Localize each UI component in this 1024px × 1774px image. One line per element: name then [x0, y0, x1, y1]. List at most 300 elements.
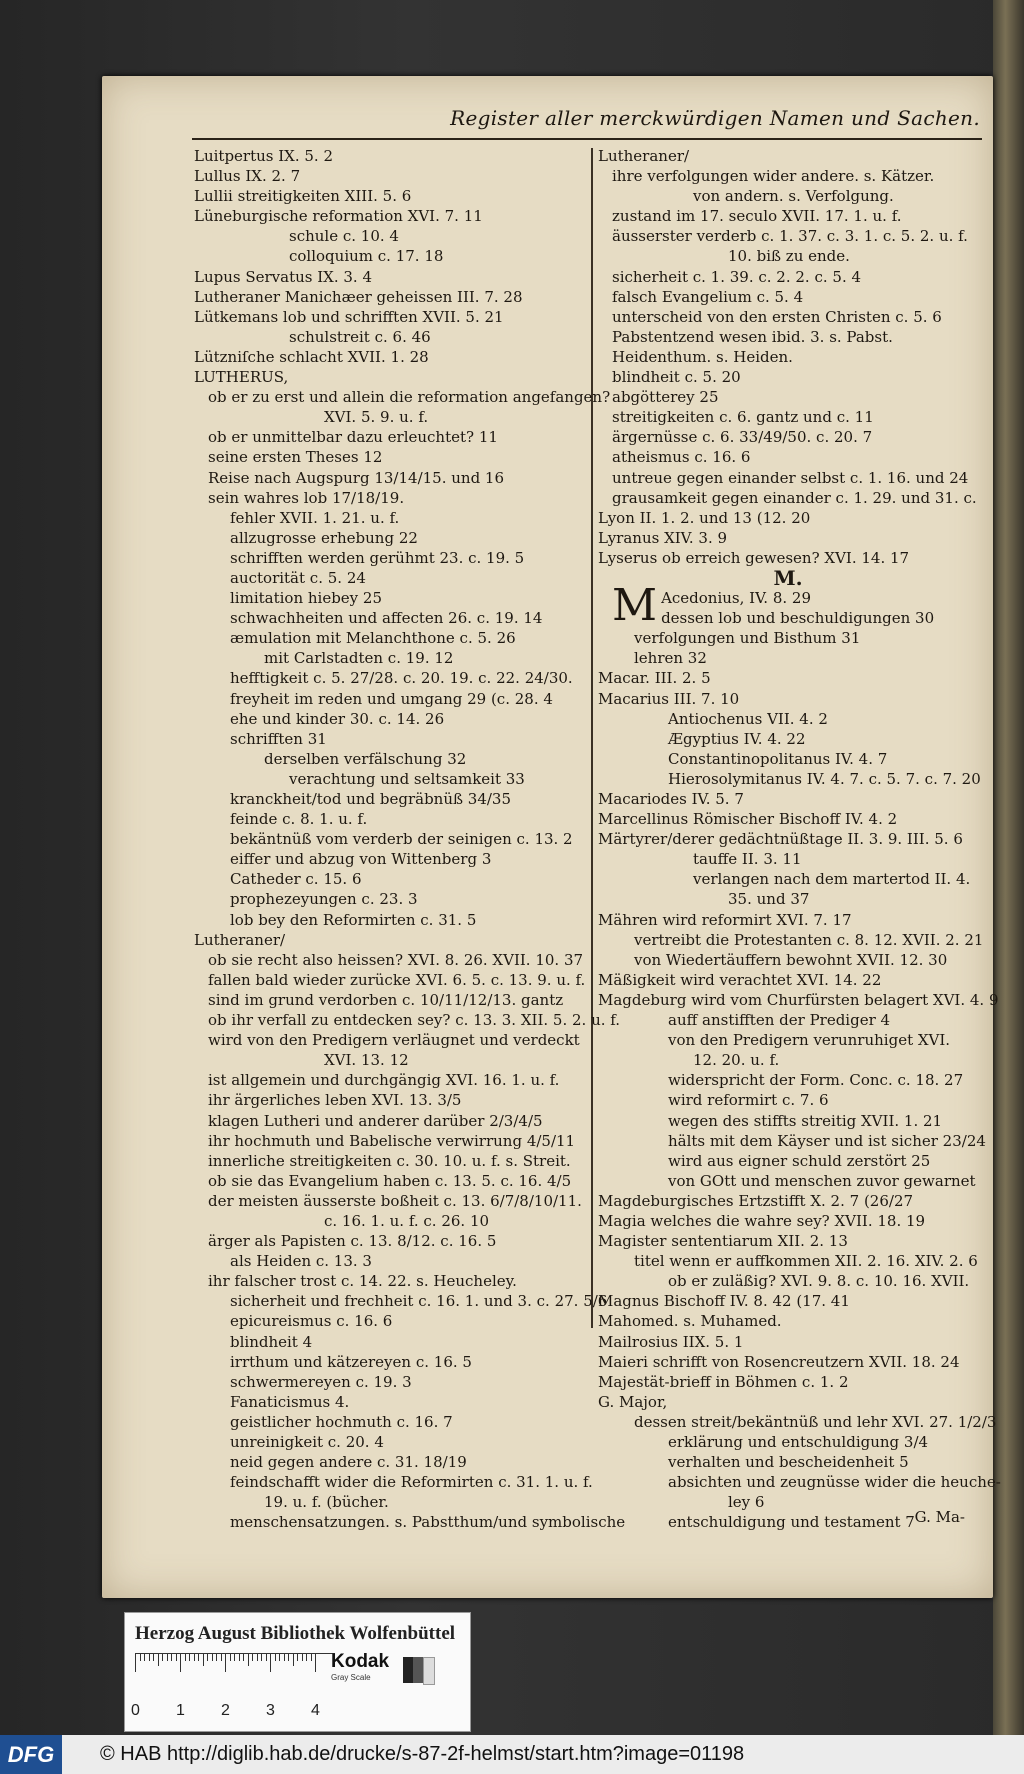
ruler-tick	[158, 1654, 159, 1666]
index-entry	[598, 1372, 978, 1392]
index-entry	[598, 548, 978, 568]
index-entry	[598, 468, 978, 488]
index-entry	[598, 347, 978, 367]
index-entry-text: XVI. 13. 12	[324, 1051, 409, 1070]
index-entry	[598, 246, 978, 266]
index-entry-text: absichten und zeugnüsse wider die heuche-	[668, 1473, 1001, 1492]
index-entry	[194, 889, 589, 909]
book-page	[102, 76, 1001, 1598]
index-entry-text: erklärung und entschuldigung 3/4	[668, 1433, 929, 1451]
color-calibration-card	[124, 1612, 471, 1732]
index-entry	[194, 689, 589, 709]
ruler-tick	[189, 1654, 190, 1661]
index-entry	[194, 829, 589, 849]
index-entry-text: seine ersten Theses 12	[208, 448, 383, 467]
index-entry	[194, 1452, 589, 1472]
index-entry-text: ob er zu erst und allein die reformation angefangen?	[208, 388, 611, 407]
index-entry-text: Maieri schrifft von Rosencreutzern XVII. 18. 24	[598, 1352, 960, 1371]
index-entry-text: sicherheit c. 1. 39. c. 2. 2. c. 5. 4	[612, 267, 862, 286]
index-entry-text: Lützniſche schlacht XVII. 1. 28	[194, 347, 429, 366]
index-entry-text: Majestät-brieff in Böhmen c. 1. 2	[598, 1372, 849, 1391]
kodak-brand: Kodak	[331, 1651, 390, 1672]
index-entry-text: ihr falscher trost c. 14. 22. s. Heucheley.	[208, 1272, 517, 1291]
index-entry	[194, 1090, 589, 1110]
index-entry-text: schrifften 31	[230, 729, 327, 748]
ruler-number: 1	[176, 1702, 185, 1719]
index-entry	[598, 648, 978, 668]
index-entry	[598, 1472, 1001, 1492]
index-entry	[598, 1231, 978, 1251]
index-entry	[194, 246, 589, 266]
index-entry-text: blindheit c. 5. 20	[612, 368, 741, 387]
index-entry-text: LUTHERUS,	[194, 368, 289, 387]
index-entry	[194, 1311, 589, 1331]
ruler-number: 0	[131, 1702, 140, 1719]
index-entry-text: verhalten und bescheidenheit 5	[668, 1453, 909, 1472]
index-entry	[598, 166, 978, 186]
index-entry-text: ihr hochmuth und Babelische verwirrung 4/5/11	[208, 1131, 576, 1150]
index-entry-text: 19. u. f. (bücher.	[264, 1493, 389, 1512]
ruler-tick	[185, 1654, 186, 1661]
index-entry-text: geistlicher hochmuth c. 16. 7	[230, 1412, 453, 1431]
index-entry-text: colloquium c. 17. 18	[289, 247, 444, 266]
index-entry-text: tauffe II. 3. 11	[693, 850, 802, 869]
index-entry-text: Lütkemans lob und schrifften XVII. 5. 21	[194, 307, 504, 326]
index-entry-text: Lüneburgische reformation XVI. 7. 11	[194, 207, 483, 226]
index-entry-text: Antiochenus VII. 4. 2	[668, 709, 828, 728]
index-entry-text: unreinigkeit c. 20. 4	[230, 1433, 384, 1451]
kodak-subtitle: Gray Scale	[331, 1673, 371, 1682]
index-entry	[598, 1271, 978, 1291]
index-entry-text: Ægyptius IV. 4. 22	[668, 729, 806, 748]
index-entry-text: vertreibt die Protestanten c. 8. 12. XVII. 2. 21	[634, 930, 984, 949]
index-entry	[194, 1512, 626, 1532]
index-entry	[598, 729, 978, 749]
index-entry	[194, 709, 589, 729]
source-credit-link[interactable]: © HAB http://diglib.hab.de/drucke/s-87-2f-helmst/start.htm?image=01198	[100, 1743, 745, 1765]
ruler-tick	[270, 1654, 271, 1672]
ruler-tick	[311, 1654, 312, 1661]
ruler-scale	[131, 1653, 335, 1719]
index-entry	[598, 889, 978, 909]
running-header: Register aller merckwürdigen Namen und Sachen.	[450, 106, 980, 130]
gray-swatch-light	[423, 1657, 435, 1685]
index-entry-text: Mahomed. s. Muhamed.	[598, 1312, 782, 1331]
index-entry-text: Constantinopolitanus IV. 4. 7	[668, 749, 888, 768]
ruler-tick	[284, 1654, 285, 1661]
index-entry	[194, 1492, 589, 1512]
index-entry-text: Magister sententiarum XII. 2. 13	[598, 1232, 848, 1251]
index-entry-text: ob er unmittelbar dazu erleuchtet? 11	[208, 428, 498, 447]
index-entry	[194, 809, 589, 829]
index-entry	[194, 528, 589, 548]
index-entry-text: feindschafft wider die Reformirten c. 31. 1. u. f.	[230, 1473, 593, 1492]
index-entry-text: wird reformirt c. 7. 6	[668, 1091, 829, 1110]
ruler-number: 4	[311, 1702, 320, 1719]
index-entry	[194, 1372, 589, 1392]
index-entry-text: 12. 20. u. f.	[693, 1051, 780, 1070]
index-entry-text: feinde c. 8. 1. u. f.	[230, 810, 368, 829]
index-entry	[598, 267, 978, 287]
index-entry	[598, 1412, 997, 1432]
index-entry-text: Märtyrer/derer gedächtnüßtage II. 3. 9. III. 5. 6	[598, 830, 963, 849]
index-entry	[194, 990, 589, 1010]
ruler-tick	[207, 1654, 208, 1661]
index-entry-text: von GOtt und menschen zuvor gewarnet	[668, 1171, 976, 1190]
index-entry-text: sein wahres lob 17/18/19.	[208, 488, 405, 507]
index-entry	[598, 1151, 978, 1171]
index-entry-text: innerliche streitigkeiten c. 30. 10. u. f. s. Streit.	[208, 1151, 571, 1170]
index-entry-text: allzugrosse erhebung 22	[230, 528, 418, 547]
index-entry	[194, 970, 589, 990]
index-entry	[194, 1030, 589, 1050]
ruler-tick	[167, 1654, 168, 1661]
index-entry	[598, 407, 978, 427]
index-entry	[194, 347, 589, 367]
index-entry	[194, 267, 589, 287]
index-entry	[194, 1251, 589, 1271]
index-entry-text: ob sie das Evangelium haben c. 13. 5. c. 16. 4/5	[208, 1171, 572, 1190]
index-entry	[598, 1050, 978, 1070]
index-entry-text: Fanaticismus 4.	[230, 1392, 350, 1411]
index-entry-text: æmulation mit Melanchthone c. 5. 26	[230, 629, 516, 648]
index-entry	[598, 869, 978, 889]
index-entry	[598, 1030, 978, 1050]
index-entry-text: sicherheit und frechheit c. 16. 1. und 3. c. 27. 5/6	[230, 1292, 608, 1311]
ruler-tick	[252, 1654, 253, 1661]
index-entry-text: wegen des stiffts streitig XVII. 1. 21	[668, 1111, 943, 1130]
index-entry-text: Lyserus ob erreich gewesen? XVI. 14. 17	[598, 548, 910, 567]
index-entry-text: ist allgemein und durchgängig XVI. 16. 1. u. f.	[208, 1071, 560, 1090]
index-entry-text: streitigkeiten c. 6. gantz und c. 11	[612, 408, 874, 427]
index-entry-text: untreue gegen einander selbst c. 1. 16. und 24	[612, 468, 969, 487]
index-entry	[598, 1352, 978, 1372]
index-entry	[598, 1432, 978, 1452]
index-entry	[194, 508, 589, 528]
ruler-tick	[198, 1654, 199, 1661]
index-entry-text: verachtung und seltsamkeit 33	[289, 769, 525, 788]
institution-name: Herzog August Bibliothek Wolfenbüttel	[135, 1623, 456, 1644]
index-entry-text: irrthum und kätzereyen c. 16. 5	[230, 1352, 472, 1371]
index-entry	[194, 869, 589, 889]
index-entry-text: Macariodes IV. 5. 7	[598, 790, 744, 808]
index-entry	[194, 1352, 589, 1372]
index-entry-text: ob ihr verfall zu entdecken sey? c. 13. 3. XII. 5. 2. u. f.	[208, 1011, 621, 1030]
index-entry	[194, 1191, 589, 1211]
index-entry-text: von den Predigern verunruhiget XVI.	[668, 1031, 951, 1050]
index-entry	[598, 930, 984, 950]
index-entry-text: lehren 32	[634, 649, 707, 668]
viewer-footer	[0, 1735, 1024, 1774]
index-entry	[194, 1412, 589, 1432]
ruler-tick	[243, 1654, 244, 1661]
index-entry-text: falsch Evangelium c. 5. 4	[612, 287, 804, 306]
index-entry	[598, 789, 978, 809]
ruler-tick	[194, 1654, 195, 1661]
index-entry	[194, 387, 611, 407]
index-entry	[194, 488, 589, 508]
index-entry-text: limitation hiebey 25	[230, 589, 383, 608]
index-entry	[598, 226, 978, 246]
index-entry	[194, 769, 589, 789]
index-entry	[194, 367, 589, 387]
index-entry	[194, 1211, 589, 1231]
index-entry	[194, 307, 589, 327]
index-entry-text: ob er zuläßig? XVI. 9. 8. c. 10. 16. XVII.	[668, 1272, 970, 1291]
ruler-tick	[279, 1654, 280, 1661]
ruler-tick	[288, 1654, 289, 1661]
index-entry	[598, 910, 978, 930]
index-entry	[194, 548, 589, 568]
index-entry-text: G. Major,	[598, 1392, 668, 1411]
index-entry-text: Marcellinus Römischer Bischoff IV. 4. 2	[598, 810, 898, 829]
index-entry	[598, 1191, 978, 1211]
index-entry-text: ehe und kinder 30. c. 14. 26	[230, 709, 445, 728]
index-entry	[598, 1010, 978, 1030]
index-entry-text: schulstreit c. 6. 46	[289, 327, 431, 346]
ruler-tick	[140, 1654, 141, 1661]
ruler-tick	[135, 1654, 136, 1672]
index-entry	[194, 628, 589, 648]
index-entry	[598, 1332, 978, 1352]
index-entry-text: abgötterey 25	[612, 388, 719, 407]
index-entry-text: ihr ärgerliches leben XVI. 13. 3/5	[208, 1091, 462, 1110]
index-entry-text: Macar. III. 2. 5	[598, 669, 711, 688]
index-entry	[598, 206, 978, 226]
initial-letter: M	[612, 580, 658, 632]
index-entry	[194, 1392, 589, 1412]
index-entry	[194, 206, 589, 226]
index-entry	[194, 1291, 608, 1311]
ruler-tick	[275, 1654, 276, 1661]
index-entry-text: Magia welches die wahre sey? XVII. 18. 19	[598, 1211, 926, 1230]
index-entry	[194, 789, 589, 809]
index-entry-text: äusserster verderb c. 1. 37. c. 3. 1. c. 5. 2. u. f.	[612, 227, 968, 246]
index-entry-text: verlangen nach dem martertod II. 4.	[693, 870, 971, 889]
index-entry-text: ob sie recht also heissen? XVI. 8. 26. XVII. 10. 37	[208, 950, 584, 969]
index-entry	[194, 849, 589, 869]
index-entry-text: freyheit im reden und umgang 29 (c. 28. 4	[230, 689, 553, 708]
index-entry-text: schwachheiten und affecten 26. c. 19. 14	[230, 609, 543, 628]
index-entry-text: mit Carlstadten c. 19. 12	[264, 649, 454, 668]
index-entry-text: wird von den Predigern verläugnet und verdeckt	[208, 1031, 580, 1050]
index-entry-text: c. 16. 1. u. f. c. 26. 10	[324, 1211, 490, 1230]
index-entry	[598, 1251, 978, 1271]
index-entry	[598, 749, 978, 769]
index-entry-text: lob bey den Reformirten c. 31. 5	[230, 910, 477, 929]
index-entry-text: Acedonius, IV. 8. 29	[661, 589, 811, 608]
ruler-tick	[257, 1654, 258, 1661]
index-entry	[598, 1452, 978, 1472]
index-entry	[194, 729, 589, 749]
index-entry-text: Mäßigkeit wird verachtet XVI. 14. 22	[598, 970, 882, 989]
index-entry	[194, 407, 589, 427]
ruler-tick	[171, 1654, 172, 1661]
index-entry	[194, 930, 589, 950]
index-entry	[598, 950, 978, 970]
ruler-number: 2	[221, 1702, 230, 1719]
index-entry-text: Lutheraner/	[598, 147, 690, 165]
index-entry	[598, 709, 978, 729]
index-entry-text: grausamkeit gegen einander c. 1. 29. und 31. c.	[612, 488, 977, 507]
ruler-tick	[180, 1654, 181, 1672]
index-entry-text: ley 6	[728, 1493, 765, 1512]
index-entry	[598, 1392, 978, 1412]
index-entry-text: auctorität c. 5. 24	[230, 568, 366, 587]
index-entry-text: schule c. 10. 4	[289, 227, 399, 246]
index-entry	[194, 588, 589, 608]
index-entry-text: fehler XVII. 1. 21. u. f.	[230, 508, 400, 527]
index-entry-text: entschuldigung und testament 7	[668, 1513, 915, 1532]
index-entry-text: ärger als Papisten c. 13. 8/12. c. 16. 5	[208, 1232, 497, 1251]
index-entry	[598, 668, 978, 688]
index-entry	[598, 990, 999, 1010]
ruler-tick	[149, 1654, 150, 1661]
index-entry-text: unterscheid von den ersten Christen c. 5. 6	[612, 307, 942, 326]
index-entry-text: Catheder c. 15. 6	[230, 870, 362, 889]
ruler-tick	[176, 1654, 177, 1661]
index-entry	[598, 287, 978, 307]
index-entry-text: Lyon II. 1. 2. und 13 (12. 20	[598, 508, 811, 527]
index-entry	[598, 769, 981, 789]
ruler-tick	[293, 1654, 294, 1666]
ruler-tick	[302, 1654, 303, 1661]
header-rule	[192, 138, 982, 140]
ruler-number: 3	[266, 1702, 275, 1719]
right-index-column	[598, 146, 1001, 1532]
ruler-tick	[315, 1654, 316, 1672]
index-entry	[194, 1231, 589, 1251]
ruler-tick	[230, 1654, 231, 1661]
index-entry-text: Hierosolymitanus IV. 4. 7. c. 5. 7. c. 7. 20	[668, 769, 981, 788]
index-entry-text: klagen Lutheri und anderer darüber 2/3/4/5	[208, 1111, 543, 1130]
index-entry	[598, 1171, 978, 1191]
index-entry	[598, 1090, 978, 1110]
index-entry-text: bekäntnüß vom verderb der seinigen c. 13. 2	[230, 830, 573, 849]
gray-swatch-mid	[413, 1657, 423, 1683]
ruler-tick	[297, 1654, 298, 1661]
index-entry-text: ärgernüsse c. 6. 33/49/50. c. 20. 7	[612, 428, 873, 447]
index-entry	[598, 508, 978, 528]
index-entry-text: Mailrosius IIX. 5. 1	[598, 1332, 744, 1351]
index-entry	[598, 1291, 978, 1311]
index-entry	[194, 1271, 589, 1291]
index-entry-text: titel wenn er auffkommen XII. 2. 16. XIV. 2. 6	[634, 1252, 978, 1271]
index-entry	[194, 1171, 589, 1191]
index-entry-text: als Heiden c. 13. 3	[230, 1252, 372, 1271]
ruler-tick	[203, 1654, 204, 1666]
ruler-tick	[225, 1654, 226, 1672]
index-entry	[194, 1111, 589, 1131]
index-entry	[598, 427, 978, 447]
index-entry-text: Reise nach Augspurg 13/14/15. und 16	[208, 468, 505, 487]
index-entry	[598, 528, 978, 548]
index-entry	[194, 1151, 589, 1171]
index-entry	[598, 186, 978, 206]
index-entry	[194, 568, 589, 588]
index-entry-text: widerspricht der Form. Conc. c. 18. 27	[668, 1071, 964, 1090]
index-entry-text: Magnus Bischoff IV. 8. 42 (17. 41	[598, 1292, 850, 1311]
index-entry	[194, 1472, 593, 1492]
index-entry	[598, 1211, 978, 1231]
index-entry	[194, 327, 589, 347]
index-entry	[598, 1111, 978, 1131]
index-entry-text: zustand im 17. seculo XVII. 17. 1. u. f.	[612, 207, 902, 226]
index-entry-text: XVI. 5. 9. u. f.	[324, 408, 429, 427]
index-entry-text: M.	[773, 565, 803, 590]
index-entry	[194, 1070, 589, 1090]
ruler-tick	[261, 1654, 262, 1661]
index-entry	[194, 146, 589, 166]
ruler-tick	[221, 1654, 222, 1661]
index-entry-text: Luitpertus IX. 5. 2	[194, 147, 334, 165]
index-entry-text: Lutheraner Manichæer geheissen III. 7. 28	[194, 287, 523, 306]
index-entry-text: Lullus IX. 2. 7	[194, 167, 301, 186]
index-entry	[598, 327, 978, 347]
index-entry	[598, 829, 978, 849]
index-entry	[194, 910, 589, 930]
ruler-tick	[153, 1654, 154, 1661]
index-entry-text: schrifften werden gerühmt 23. c. 19. 5	[230, 548, 525, 567]
index-entry-text: Magdeburg wird vom Churfürsten belagert XVI. 4. 9	[598, 990, 999, 1009]
ruler-tick	[266, 1654, 267, 1661]
index-entry	[194, 468, 589, 488]
index-entry-text: Heidenthum. s. Heiden.	[612, 347, 793, 366]
index-entry-text: auff anstifften der Prediger 4	[668, 1011, 891, 1030]
index-entry	[194, 1131, 589, 1151]
index-entry	[598, 628, 978, 648]
index-entry	[194, 1010, 621, 1030]
index-entry-text: dessen streit/bekäntnüß und lehr XVI. 27. 1/2/3	[634, 1412, 997, 1431]
index-entry	[598, 387, 978, 407]
ruler-tick	[144, 1654, 145, 1661]
index-entry-text: der meisten äusserste boßheit c. 13. 6/7/8/10/11.	[208, 1191, 582, 1210]
index-entry-text: Magdeburgisches Ertzstifft X. 2. 7 (26/27	[598, 1191, 914, 1210]
index-entry-text: Lullii streitigkeiten XIII. 5. 6	[194, 187, 412, 206]
index-entry-text: menschensatzungen. s. Pabstthum/und symbolische	[230, 1513, 626, 1532]
index-entry	[194, 287, 589, 307]
index-entry-text: derselben verfälschung 32	[264, 749, 467, 768]
ruler-tick	[239, 1654, 240, 1661]
index-entry-text: ihre verfolgungen wider andere. s. Kätzer.	[612, 167, 935, 186]
index-entry	[598, 447, 978, 467]
index-entry	[194, 226, 589, 246]
dfg-logo: DFG	[0, 1735, 62, 1774]
index-entry	[194, 668, 589, 688]
index-entry-text: hefftigkeit c. 5. 27/28. c. 20. 19. c. 22. 24/30.	[230, 669, 573, 688]
index-entry	[194, 1432, 589, 1452]
left-index-column	[194, 146, 626, 1532]
gray-swatch-dark	[403, 1657, 413, 1683]
index-entry-text: epicureismus c. 16. 6	[230, 1312, 393, 1331]
index-entry-text: dessen lob und beschuldigungen 30	[661, 609, 935, 628]
index-entry	[194, 749, 589, 769]
ruler-tick	[234, 1654, 235, 1661]
index-entry-text: fallen bald wieder zurücke XVI. 6. 5. c. 13. 9. u. f.	[208, 970, 586, 989]
index-entry	[598, 307, 978, 327]
column-divider	[591, 148, 593, 1328]
index-entry	[194, 648, 589, 668]
index-entry-text: blindheit 4	[230, 1332, 313, 1351]
index-entry	[194, 1332, 589, 1352]
index-entry	[598, 1311, 978, 1331]
index-entry-text: prophezeyungen c. 23. 3	[230, 890, 418, 909]
index-entry	[598, 1131, 986, 1151]
index-entry	[194, 166, 589, 186]
index-entry	[194, 427, 589, 447]
index-entry	[598, 146, 978, 166]
index-entry-text: 35. und 37	[728, 890, 810, 909]
